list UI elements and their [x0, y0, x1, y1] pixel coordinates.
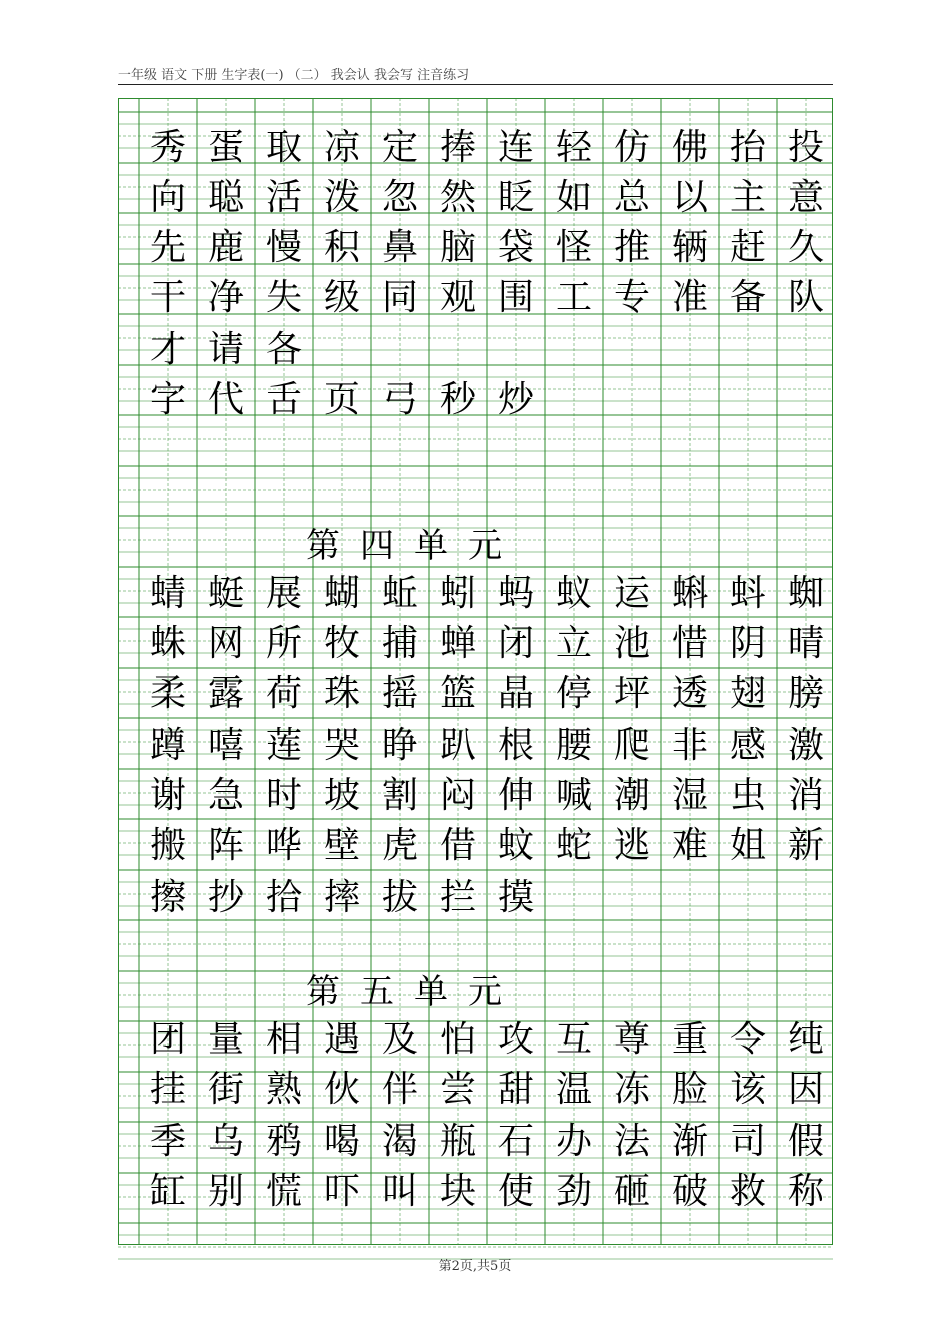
character-cell: 虎: [381, 825, 418, 866]
character-cell: 炒: [497, 379, 534, 420]
character-cell: 假: [787, 1121, 824, 1162]
character-row: [139, 620, 829, 668]
character-cell: 蚯: [381, 573, 418, 614]
character-cell: 牧: [323, 623, 360, 664]
character-cell: 伴: [381, 1069, 418, 1110]
character-cell: 蜘: [787, 573, 824, 614]
character-cell: 渴: [381, 1121, 418, 1162]
character-cell: 抄: [207, 877, 244, 918]
character-cell: 阴: [729, 623, 766, 664]
character-cell: 取: [265, 127, 302, 168]
character-cell: 所: [265, 623, 302, 664]
character-row: [139, 224, 829, 272]
character-cell: 运: [613, 573, 650, 614]
character-cell: 活: [265, 177, 302, 218]
character-cell: 缸: [149, 1171, 186, 1212]
character-row: [139, 174, 829, 222]
character-cell: 翅: [729, 673, 766, 714]
character-cell: 凉: [323, 127, 360, 168]
character-cell: 喝: [323, 1121, 360, 1162]
character-cell: 逃: [613, 825, 650, 866]
character-cell: 眨: [497, 177, 534, 218]
character-cell: 尝: [439, 1069, 476, 1110]
character-cell: 蛇: [555, 825, 592, 866]
character-cell: 池: [613, 623, 650, 664]
character-cell: 及: [381, 1019, 418, 1060]
character-cell: 袋: [497, 227, 534, 268]
character-cell: 壁: [323, 825, 360, 866]
character-cell: 以: [671, 177, 708, 218]
character-cell: 摇: [381, 673, 418, 714]
character-cell: 怪: [555, 227, 592, 268]
character-cell: 秀: [149, 127, 186, 168]
character-cell: 法: [613, 1121, 650, 1162]
character-cell: 拔: [381, 877, 418, 918]
character-cell: 拦: [439, 877, 476, 918]
character-cell: 篮: [439, 673, 476, 714]
character-row: [139, 274, 829, 322]
character-cell: 蝴: [323, 573, 360, 614]
character-cell: 渐: [671, 1121, 708, 1162]
character-cell: 秒: [439, 379, 476, 420]
character-cell: 投: [787, 127, 824, 168]
character-cell: 然: [439, 177, 476, 218]
character-cell: 遇: [323, 1019, 360, 1060]
character-cell: 蚪: [729, 573, 766, 614]
character-cell: 根: [497, 725, 534, 766]
character-cell: 冻: [613, 1069, 650, 1110]
character-row: [139, 1016, 829, 1064]
character-cell: 蜻: [149, 573, 186, 614]
character-row: [139, 722, 829, 770]
character-cell: 破: [671, 1171, 708, 1212]
character-cell: 立: [555, 623, 592, 664]
character-cell: 甜: [497, 1069, 534, 1110]
character-cell: 办: [555, 1121, 592, 1162]
character-cell: 意: [787, 177, 824, 218]
character-cell: 季: [149, 1121, 186, 1162]
character-row: [139, 376, 829, 424]
page-footer: 第2页,共5页: [438, 1259, 512, 1274]
character-cell: 同: [381, 277, 418, 318]
character-cell: 展: [265, 573, 302, 614]
character-cell: 温: [555, 1069, 592, 1110]
character-cell: 哭: [323, 725, 360, 766]
character-cell: 叫: [381, 1171, 418, 1212]
character-cell: 嘻: [207, 725, 244, 766]
character-cell: 伙: [323, 1069, 360, 1110]
character-cell: 膀: [787, 673, 824, 714]
character-cell: 潮: [613, 775, 650, 816]
character-row: [139, 772, 829, 820]
character-cell: 互: [555, 1019, 592, 1060]
character-cell: 闭: [497, 623, 534, 664]
character-cell: 腰: [555, 725, 592, 766]
character-cell: 别: [207, 1171, 244, 1212]
character-cell: 定: [381, 127, 418, 168]
character-cell: 重: [671, 1019, 708, 1060]
character-row: [139, 124, 829, 172]
character-cell: 队: [787, 277, 824, 318]
character-row: [139, 326, 829, 374]
character-cell: 鸦: [265, 1121, 302, 1162]
character-cell: 闷: [439, 775, 476, 816]
character-cell: 蚓: [439, 573, 476, 614]
character-cell: 连: [497, 127, 534, 168]
character-cell: 拾: [265, 877, 302, 918]
character-cell: 蚂: [497, 573, 534, 614]
character-cell: 趴: [439, 725, 476, 766]
character-cell: 向: [149, 177, 186, 218]
character-cell: 蝌: [671, 573, 708, 614]
character-cell: 柔: [149, 673, 186, 714]
character-cell: 露: [207, 673, 244, 714]
character-cell: 蛋: [207, 127, 244, 168]
character-cell: 令: [729, 1019, 766, 1060]
character-cell: 喊: [555, 775, 592, 816]
character-cell: 舌: [265, 379, 302, 420]
character-cell: 怕: [439, 1019, 476, 1060]
character-cell: 石: [497, 1121, 534, 1162]
character-row: [139, 822, 829, 870]
character-cell: 辆: [671, 227, 708, 268]
character-cell: 观: [439, 277, 476, 318]
character-cell: 莲: [265, 725, 302, 766]
character-cell: 捕: [381, 623, 418, 664]
character-cell: 尊: [613, 1019, 650, 1060]
character-cell: 摸: [497, 877, 534, 918]
character-cell: 谢: [149, 775, 186, 816]
character-cell: 相: [265, 1019, 302, 1060]
character-cell: 街: [207, 1069, 244, 1110]
character-cell: 蚁: [555, 573, 592, 614]
character-cell: 抬: [729, 127, 766, 168]
character-cell: 激: [787, 725, 824, 766]
character-cell: 推: [613, 227, 650, 268]
character-cell: 砸: [613, 1171, 650, 1212]
character-cell: 主: [729, 177, 766, 218]
character-cell: 荷: [265, 673, 302, 714]
unit-four-title: 第四单元: [306, 526, 522, 566]
character-cell: 挂: [149, 1069, 186, 1110]
character-cell: 失: [265, 277, 302, 318]
character-cell: 难: [671, 825, 708, 866]
character-cell: 先: [149, 227, 186, 268]
character-cell: 泼: [323, 177, 360, 218]
character-row: [139, 1168, 829, 1216]
character-cell: 围: [497, 277, 534, 318]
character-cell: 团: [149, 1019, 186, 1060]
character-cell: 时: [265, 775, 302, 816]
character-cell: 非: [671, 725, 708, 766]
character-cell: 蝉: [439, 623, 476, 664]
character-cell: 蛛: [149, 623, 186, 664]
unit-five-title: 第五单元: [306, 972, 522, 1012]
character-cell: 脑: [439, 227, 476, 268]
character-cell: 惜: [671, 623, 708, 664]
character-cell: 专: [613, 277, 650, 318]
character-cell: 慌: [265, 1171, 302, 1212]
character-cell: 弓: [381, 379, 418, 420]
character-cell: 代: [207, 379, 244, 420]
character-row: [139, 1118, 829, 1166]
character-cell: 请: [207, 329, 244, 370]
character-cell: 姐: [729, 825, 766, 866]
character-cell: 新: [787, 825, 824, 866]
character-cell: 忽: [381, 177, 418, 218]
character-cell: 摔: [323, 877, 360, 918]
character-cell: 净: [207, 277, 244, 318]
character-cell: 赶: [729, 227, 766, 268]
character-cell: 透: [671, 673, 708, 714]
character-cell: 坡: [323, 775, 360, 816]
character-cell: 消: [787, 775, 824, 816]
character-cell: 劲: [555, 1171, 592, 1212]
character-cell: 仿: [613, 127, 650, 168]
character-cell: 救: [729, 1171, 766, 1212]
character-cell: 乌: [207, 1121, 244, 1162]
character-cell: 蹲: [149, 725, 186, 766]
character-cell: 坪: [613, 673, 650, 714]
character-cell: 块: [439, 1171, 476, 1212]
character-row: [139, 1066, 829, 1114]
character-cell: 爬: [613, 725, 650, 766]
character-cell: 蚊: [497, 825, 534, 866]
character-cell: 佛: [671, 127, 708, 168]
character-cell: 纯: [787, 1019, 824, 1060]
character-cell: 擦: [149, 877, 186, 918]
character-cell: 工: [555, 277, 592, 318]
character-cell: 页: [323, 379, 360, 420]
character-cell: 网: [207, 623, 244, 664]
character-cell: 晶: [497, 673, 534, 714]
character-cell: 急: [207, 775, 244, 816]
character-cell: 司: [729, 1121, 766, 1162]
character-row: [139, 570, 829, 618]
character-cell: 虫: [729, 775, 766, 816]
character-cell: 瓶: [439, 1121, 476, 1162]
character-cell: 干: [149, 277, 186, 318]
character-cell: 量: [207, 1019, 244, 1060]
character-cell: 使: [497, 1171, 534, 1212]
character-cell: 割: [381, 775, 418, 816]
character-cell: 借: [439, 825, 476, 866]
character-row: [139, 670, 829, 718]
page-header: 一年级 语文 下册 生字表(一) （二） 我会认 我会写 注音练习: [118, 68, 470, 83]
character-cell: 搬: [149, 825, 186, 866]
character-cell: 珠: [323, 673, 360, 714]
character-cell: 鼻: [381, 227, 418, 268]
character-cell: 伸: [497, 775, 534, 816]
character-cell: 才: [149, 329, 186, 370]
character-cell: 晴: [787, 623, 824, 664]
character-cell: 字: [149, 379, 186, 420]
character-cell: 准: [671, 277, 708, 318]
character-cell: 该: [729, 1069, 766, 1110]
character-cell: 积: [323, 227, 360, 268]
character-cell: 久: [787, 227, 824, 268]
character-cell: 因: [787, 1069, 824, 1110]
character-cell: 脸: [671, 1069, 708, 1110]
character-cell: 如: [555, 177, 592, 218]
character-cell: 轻: [555, 127, 592, 168]
character-cell: 湿: [671, 775, 708, 816]
character-cell: 捧: [439, 127, 476, 168]
character-cell: 各: [265, 329, 302, 370]
character-cell: 睁: [381, 725, 418, 766]
character-cell: 称: [787, 1171, 824, 1212]
character-cell: 哗: [265, 825, 302, 866]
character-cell: 攻: [497, 1019, 534, 1060]
character-cell: 阵: [207, 825, 244, 866]
character-cell: 蜓: [207, 573, 244, 614]
character-cell: 感: [729, 725, 766, 766]
character-cell: 吓: [323, 1171, 360, 1212]
character-row: [139, 874, 829, 922]
character-cell: 停: [555, 673, 592, 714]
character-cell: 慢: [265, 227, 302, 268]
character-cell: 备: [729, 277, 766, 318]
character-cell: 总: [613, 177, 650, 218]
character-cell: 级: [323, 277, 360, 318]
character-cell: 熟: [265, 1069, 302, 1110]
character-cell: 鹿: [207, 227, 244, 268]
character-cell: 聪: [207, 177, 244, 218]
